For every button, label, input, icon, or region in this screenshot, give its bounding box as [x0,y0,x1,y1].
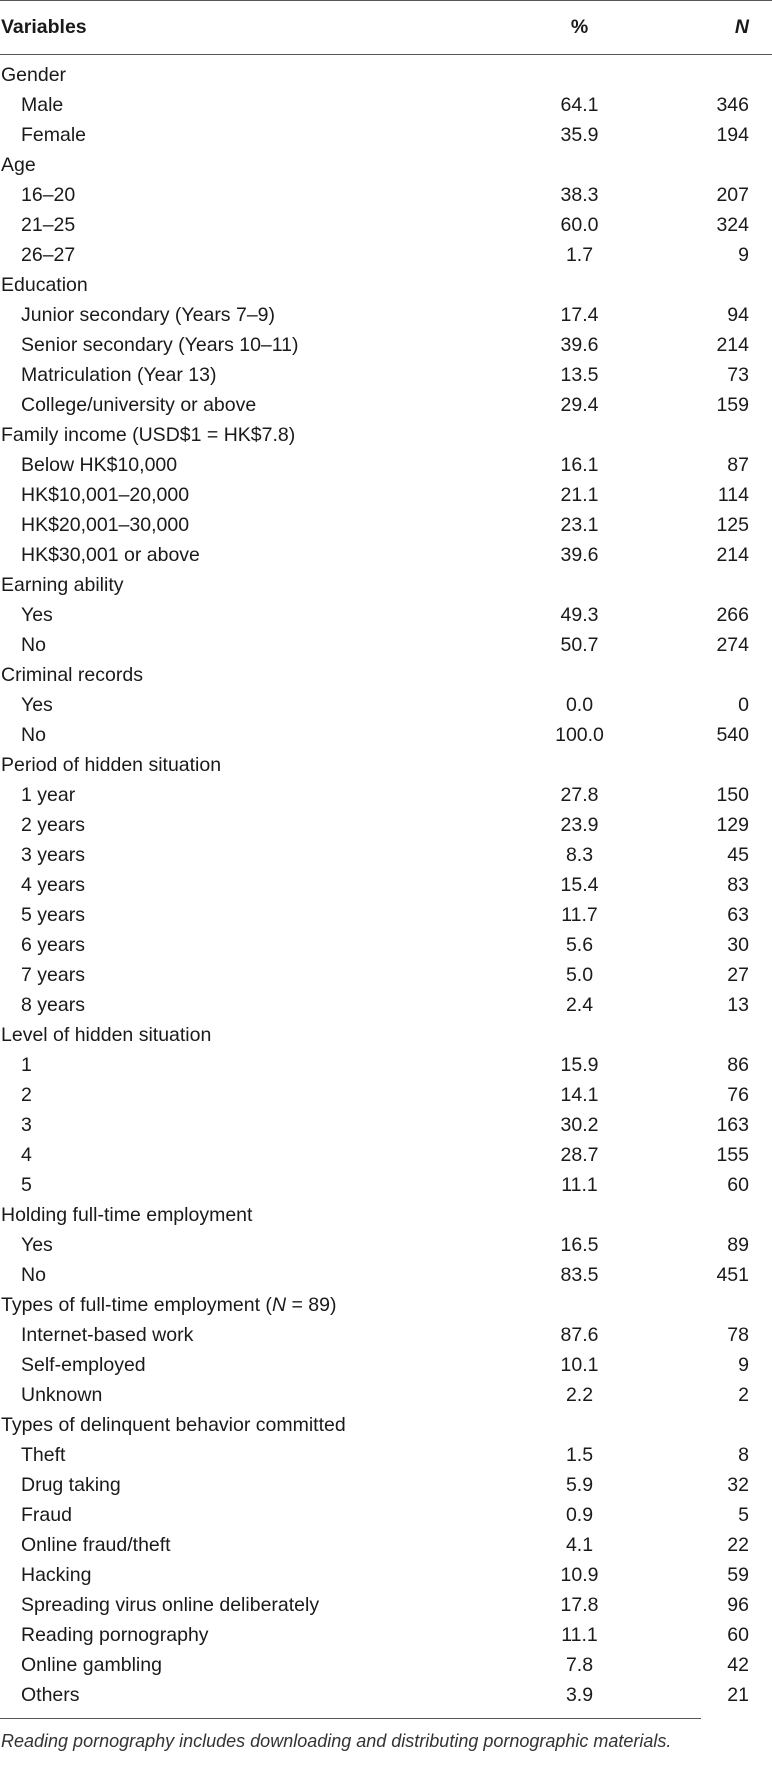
row-label: Junior secondary (Years 7–9) [21,304,276,326]
table-row [0,960,772,990]
table-row [0,1110,772,1140]
table-body [0,55,772,1711]
row-label: Yes [21,694,53,716]
row-label: Self-employed [21,1354,146,1376]
row-percent: 5.9 [565,1474,594,1496]
table-row [0,1530,772,1560]
row-percent: 13.5 [560,364,599,386]
group-label: Holding full-time employment [1,1204,253,1226]
row-label: 5 years [21,904,85,926]
row-label: 7 years [21,964,85,986]
row-label: No [21,724,46,746]
table-row [0,1440,772,1470]
header-percent: % [490,1,645,55]
row-n: 45 [727,844,749,866]
row-n: 451 [716,1264,749,1286]
row-percent: 64.1 [560,94,599,116]
table-row [0,840,772,870]
table-row [0,990,772,1020]
row-n: 214 [716,544,749,566]
row-percent: 2.4 [565,994,594,1016]
table-row [0,180,772,210]
row-label: 4 years [21,874,85,896]
row-percent: 49.3 [560,604,599,626]
row-label: Spreading virus online deliberately [21,1594,320,1616]
row-percent: 14.1 [560,1084,599,1106]
row-label: Hacking [21,1564,92,1586]
row-percent: 2.2 [565,1384,594,1406]
row-n: 207 [716,184,749,206]
row-label: College/university or above [21,394,257,416]
row-label: Yes [21,604,53,626]
table-row [0,1050,772,1080]
table-footnote: Reading pornography includes downloading and distributing pornographic materials. [0,1718,701,1754]
group-label: Age [1,154,36,176]
row-label: Online fraud/theft [21,1534,171,1556]
table-row [0,810,772,840]
row-percent: 5.0 [565,964,594,986]
table-row [0,630,772,660]
row-n: 163 [716,1114,749,1136]
row-percent: 5.6 [565,934,594,956]
row-label: 3 years [21,844,85,866]
row-n: 96 [727,1594,749,1616]
row-n: 60 [727,1624,749,1646]
row-label: 2 [21,1084,32,1106]
row-n: 73 [727,364,749,386]
row-label: 5 [21,1174,32,1196]
row-label: Male [21,94,64,116]
group-label: Gender [1,64,67,86]
table-row [0,1500,772,1530]
row-percent: 0.0 [565,694,594,716]
table-row [0,690,772,720]
row-percent: 16.1 [560,454,599,476]
row-percent: 50.7 [560,634,599,656]
group-label [0,1290,772,1320]
table-row [0,1140,772,1170]
row-percent: 35.9 [560,124,599,146]
table-row [0,1380,772,1410]
row-n: 42 [727,1654,749,1676]
group-label: Level of hidden situation [1,1024,212,1046]
row-percent: 3.9 [565,1684,594,1706]
group-row [0,750,772,780]
row-percent: 23.9 [560,814,599,836]
row-label: No [21,1264,46,1286]
row-n: 22 [727,1534,749,1556]
row-percent: 29.4 [560,394,599,416]
row-label: 16–20 [21,184,76,206]
row-label: Theft [21,1444,66,1466]
row-percent: 21.1 [560,484,599,506]
group-label: Earning ability [1,574,124,596]
table-row [0,1170,772,1200]
table-row [0,210,772,240]
row-n: 150 [716,784,749,806]
row-n: 78 [727,1324,749,1346]
row-label: 1 [21,1054,32,1076]
row-label: Female [21,124,87,146]
row-n: 346 [716,94,749,116]
group-row [0,1290,772,1320]
table-row [0,720,772,750]
row-percent: 4.1 [565,1534,594,1556]
row-label: Internet-based work [21,1324,194,1346]
row-n: 94 [727,304,749,326]
group-row [0,660,772,690]
row-percent: 60.0 [560,214,599,236]
row-n: 125 [716,514,749,536]
row-label: Below HK$10,000 [21,454,178,476]
row-n: 5 [738,1504,749,1526]
row-percent: 39.6 [560,334,599,356]
row-label: Reading pornography [21,1624,209,1646]
table-row [0,1650,772,1680]
row-label: Unknown [21,1384,103,1406]
row-n: 8 [738,1444,749,1466]
row-n: 89 [727,1234,749,1256]
group-row [0,1020,772,1050]
row-label: Senior secondary (Years 10–11) [21,334,299,356]
row-n: 83 [727,874,749,896]
row-label: Drug taking [21,1474,121,1496]
table-row [0,360,772,390]
row-n: 159 [716,394,749,416]
row-percent: 23.1 [560,514,599,536]
row-percent: 27.8 [560,784,599,806]
row-percent: 100.0 [555,724,604,746]
row-n: 129 [716,814,749,836]
row-percent: 17.8 [560,1594,599,1616]
row-n: 155 [716,1144,749,1166]
table-row [0,1350,772,1380]
group-row [0,55,772,91]
table-row [0,1230,772,1260]
table-row [0,930,772,960]
table-row [0,480,772,510]
table-row [0,540,772,570]
table-row [0,240,772,270]
row-n: 87 [727,454,749,476]
row-label: 4 [21,1144,32,1166]
row-label: 21–25 [21,214,76,236]
group-row [0,1200,772,1230]
row-percent: 83.5 [560,1264,599,1286]
row-percent: 38.3 [560,184,599,206]
table-row [0,1590,772,1620]
table-row [0,510,772,540]
row-label: Online gambling [21,1654,162,1676]
row-percent: 1.5 [565,1444,594,1466]
table-row [0,1470,772,1500]
row-percent: 17.4 [560,304,599,326]
row-n: 194 [716,124,749,146]
row-label: 26–27 [21,244,76,266]
table-row [0,120,772,150]
row-n: 27 [727,964,749,986]
row-percent: 28.7 [560,1144,599,1166]
row-label: 2 years [21,814,85,836]
table-row [0,1620,772,1650]
table-row [0,1320,772,1350]
table-row [0,600,772,630]
row-label: Matriculation (Year 13) [21,364,217,386]
row-label: Yes [21,1234,53,1256]
group-row [0,570,772,600]
row-percent: 16.5 [560,1234,599,1256]
group-label: Period of hidden situation [1,754,222,776]
row-percent: 8.3 [565,844,594,866]
table-row [0,450,772,480]
row-percent: 15.9 [560,1054,599,1076]
row-percent: 0.9 [565,1504,594,1526]
row-n: 63 [727,904,749,926]
table-row [0,90,772,120]
row-label: 6 years [21,934,85,956]
row-n: 9 [738,244,749,266]
row-label: Fraud [21,1504,72,1526]
row-n: 30 [727,934,749,956]
row-label: 3 [21,1114,32,1136]
row-percent: 30.2 [560,1114,599,1136]
table-row [0,330,772,360]
row-n: 21 [727,1684,749,1706]
row-percent: 87.6 [560,1324,599,1346]
group-label-part: Types of full-time employment ( [1,1294,272,1316]
table-row [0,780,772,810]
table-row [0,1260,772,1290]
row-label: 1 year [21,784,76,806]
header-n: N [645,1,772,55]
row-n: 60 [727,1174,749,1196]
group-row [0,270,772,300]
row-n: 0 [738,694,749,716]
row-n: 274 [716,634,749,656]
row-label: No [21,634,46,656]
group-row [0,1410,772,1440]
row-n: 324 [716,214,749,236]
row-percent: 15.4 [560,874,599,896]
row-n: 59 [727,1564,749,1586]
row-percent: 39.6 [560,544,599,566]
row-n: 32 [727,1474,749,1496]
row-percent: 7.8 [565,1654,594,1676]
row-label: HK$20,001–30,000 [21,514,190,536]
row-percent: 11.1 [561,1174,598,1196]
table-header [0,1,772,55]
row-n: 214 [716,334,749,356]
group-label: Education [1,274,88,296]
row-percent: 10.1 [560,1354,599,1376]
group-row [0,150,772,180]
table-row [0,1560,772,1590]
row-label: 8 years [21,994,85,1016]
group-label-italic: N [271,1294,287,1316]
group-label: Criminal records [1,664,143,686]
group-label: Family income (USD$1 = HK$7.8) [1,424,296,446]
table-row [0,390,772,420]
group-row [0,420,772,450]
row-label: Others [21,1684,80,1706]
row-n: 2 [738,1384,749,1406]
row-percent: 10.9 [560,1564,599,1586]
table-row [0,300,772,330]
row-n: 266 [716,604,749,626]
table-row [0,900,772,930]
header-variables: Variables [0,1,490,55]
row-label: HK$10,001–20,000 [21,484,190,506]
row-n: 13 [727,994,749,1016]
table-row [0,1080,772,1110]
row-n: 114 [717,484,749,506]
group-label: Types of delinquent behavior committed [1,1414,346,1436]
row-percent: 11.1 [561,1624,598,1646]
table-row [0,1680,772,1710]
group-label-part: = 89) [286,1294,337,1316]
row-n: 9 [738,1354,749,1376]
row-percent: 1.7 [565,244,594,266]
row-percent: 11.7 [561,904,598,926]
row-n: 86 [727,1054,749,1076]
table-row [0,870,772,900]
row-label: HK$30,001 or above [21,544,200,566]
row-n: 76 [727,1084,749,1106]
row-n: 540 [716,724,749,746]
